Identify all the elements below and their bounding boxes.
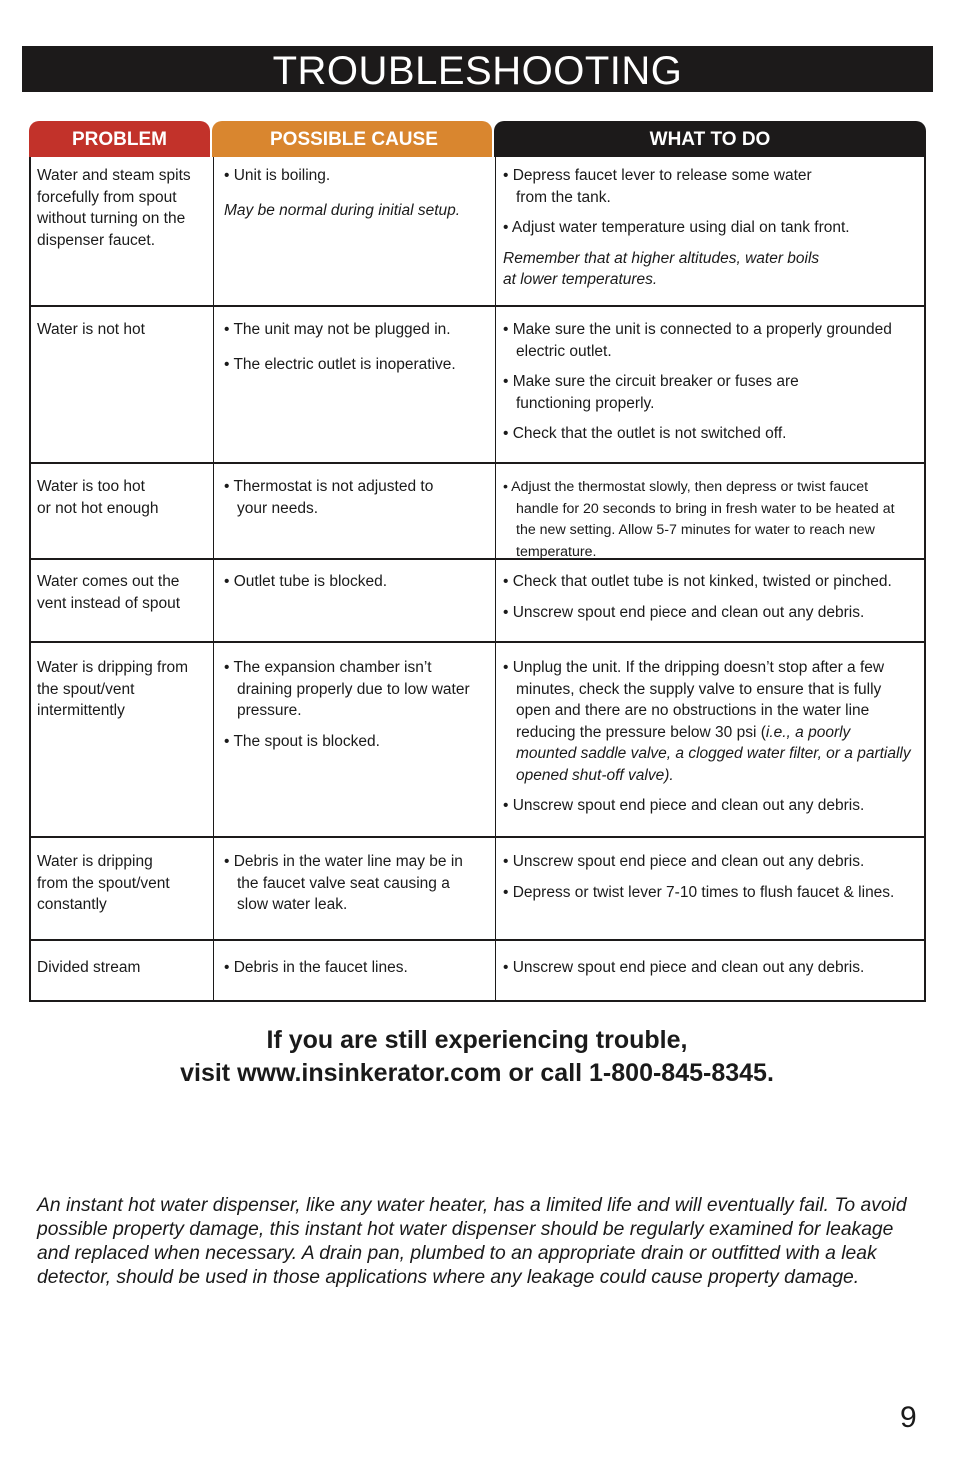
cause-cell	[213, 643, 495, 836]
action-item: • Depress or twist lever 7-10 times to flush faucet & lines.	[503, 883, 895, 901]
page-number: 9	[900, 1401, 917, 1434]
problem-line: intermittently	[37, 702, 125, 719]
problem-line: constantly	[37, 896, 107, 913]
problem-line: Water is not hot	[37, 321, 145, 338]
action-cell	[495, 307, 924, 462]
table-row	[29, 941, 926, 1002]
problem-cell	[31, 307, 213, 462]
cause-item: • Thermostat is not adjusted to your needs.	[224, 478, 434, 517]
cause-item: • The electric outlet is inoperative.	[224, 355, 456, 373]
action-cell	[495, 464, 924, 558]
cause-cell	[213, 560, 495, 641]
cause-item: • Unit is boiling.	[224, 167, 331, 184]
problem-line: Divided stream	[37, 959, 141, 976]
action-cell	[495, 838, 924, 939]
leak-warning-notice: An instant hot water dispenser, like any water heater, has a limited life and will eventually fail. To avoid possible property damage, this instant hot water dispenser should be regularly examined for leakage and replaced when necessary. A drain pan, plumbed to an appropriate drain or outfitted with a leak detector, should be used in those applications where any leakage could cause property damage.	[37, 1195, 907, 1288]
table-row	[29, 464, 926, 560]
problem-line: forcefully from spout	[37, 188, 177, 206]
table-row	[29, 838, 926, 941]
cause-cell	[213, 307, 495, 462]
cause-item: • Debris in the faucet lines.	[224, 959, 408, 976]
header-what-to-do: WHAT TO DO	[494, 121, 926, 157]
action-item: • Adjust water temperature using dial on tank front.	[503, 219, 850, 236]
page-title: TROUBLESHOOTING	[22, 46, 933, 92]
problem-line: Water is dripping	[37, 853, 153, 870]
cause-item: • The spout is blocked.	[224, 732, 380, 750]
action-cell	[495, 157, 924, 305]
problem-line: or not hot enough	[37, 499, 159, 517]
problem-line: without turning on the	[37, 210, 186, 227]
table-header	[29, 121, 926, 157]
action-item: • Unscrew spout end piece and clean out any debris.	[503, 959, 865, 976]
problem-line: vent instead of spout	[37, 594, 181, 612]
action-note-line: at lower temperatures.	[503, 271, 658, 288]
problem-line: Water comes out the	[37, 573, 180, 590]
cause-cell	[213, 157, 495, 305]
action-item: • Unscrew spout end piece and clean out any debris.	[503, 853, 865, 870]
action-item: • Adjust the thermostat slowly, then depress or twist faucet handle for 20 seconds to bring in fresh water to be heated at the new setting. Allow 5-7 minutes for water to reach new temperature.	[503, 479, 895, 560]
problem-cell	[31, 941, 213, 1000]
table-row	[29, 307, 926, 464]
action-item: • Unscrew spout end piece and clean out any debris.	[503, 797, 865, 814]
help-line-1: If you are still experiencing trouble,	[266, 1026, 688, 1054]
table-row	[29, 643, 926, 838]
action-item: • Make sure the unit is connected to a properly grounded electric outlet.	[503, 321, 892, 360]
action-note	[503, 248, 914, 291]
header-possible-cause: POSSIBLE CAUSE	[212, 121, 492, 157]
action-text: • Unplug the unit. If the dripping doesn’t stop after a few minutes, check the supply valve to ensure that is fully open and there are no obstructions in the water line reducing the pressure below 30 psi (	[503, 659, 885, 741]
cause-note: May be normal during initial setup.	[224, 201, 461, 219]
cause-item: • The expansion chamber isn’t draining properly due to low water pressure.	[224, 659, 470, 719]
troubleshooting-table	[29, 121, 926, 1002]
cause-cell	[213, 838, 495, 939]
cause-item: • Outlet tube is blocked.	[224, 573, 388, 590]
action-cell	[495, 643, 924, 836]
cause-item: • Debris in the water line may be in the faucet valve seat causing a slow water leak.	[224, 853, 463, 913]
action-item: • Check that the outlet is not switched off.	[503, 425, 787, 442]
problem-line: from the spout/vent	[37, 874, 170, 892]
action-item: • Make sure the circuit breaker or fuses are functioning properly.	[503, 373, 799, 412]
problem-line: the spout/vent	[37, 680, 135, 698]
action-item	[503, 657, 914, 786]
problem-line: Water and steam spits	[37, 167, 191, 184]
problem-line: Water is too hot	[37, 478, 145, 495]
problem-line: dispenser faucet.	[37, 231, 156, 249]
action-italic-text: i.e., a poorly mounted saddle valve, a clogged water filter, or a partially opened shut-off valve).	[516, 723, 911, 784]
action-cell	[495, 560, 924, 641]
problem-line: Water is dripping from	[37, 659, 189, 676]
problem-cell	[31, 560, 213, 641]
table-row	[29, 560, 926, 643]
problem-cell	[31, 157, 213, 305]
problem-cell	[31, 464, 213, 558]
action-cell	[495, 941, 924, 1000]
action-item: • Unscrew spout end piece and clean out any debris.	[503, 603, 865, 621]
action-item: • Depress faucet lever to release some water from the tank.	[503, 167, 812, 206]
action-item: • Check that outlet tube is not kinked, twisted or pinched.	[503, 573, 892, 590]
cause-item: • The unit may not be plugged in.	[224, 321, 451, 338]
help-line-2: visit www.insinkerator.com or call 1-800-845-8345.	[180, 1059, 774, 1087]
problem-cell	[31, 643, 213, 836]
header-problem: PROBLEM	[29, 121, 210, 157]
problem-cell	[31, 838, 213, 939]
cause-cell	[213, 464, 495, 558]
cause-cell	[213, 941, 495, 1000]
action-note-line: Remember that at higher altitudes, water boils	[503, 249, 820, 267]
table-row	[29, 157, 926, 307]
